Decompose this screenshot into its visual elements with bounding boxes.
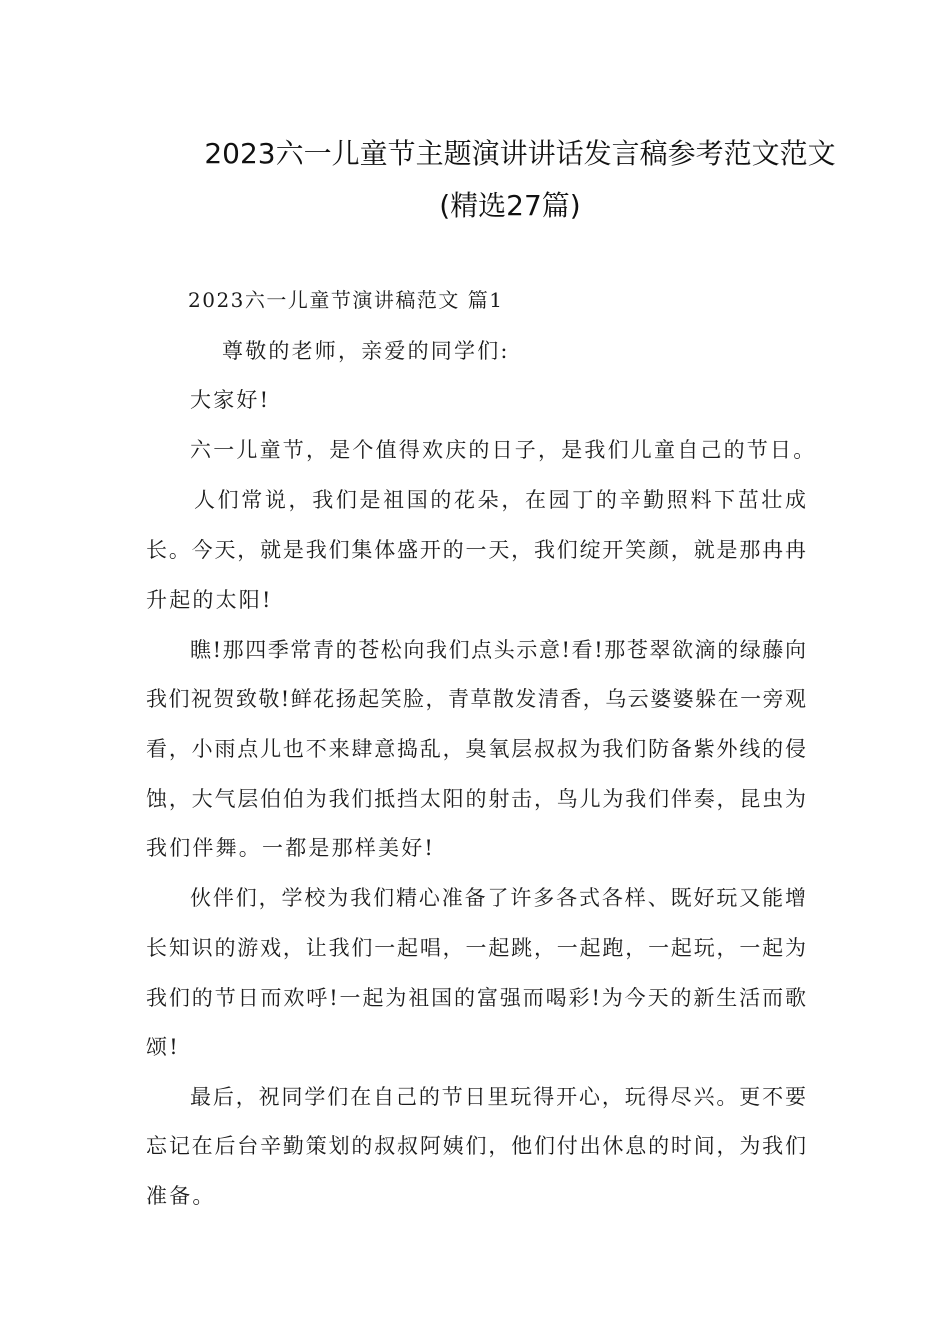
section-heading: 2023六一儿童节演讲稿范文 篇1 <box>188 288 504 312</box>
paragraph-line: 忘记在后台辛勤策划的叔叔阿姨们，他们付出休息的时间，为我们 <box>146 1134 806 1158</box>
paragraph-line: 最后，祝同学们在自己的节日里玩得开心，玩得尽兴。更不要 <box>190 1085 806 1109</box>
paragraph-line: 长。今天，就是我们集体盛开的一天，我们绽开笑颜，就是那冉冉 <box>146 538 806 562</box>
paragraph-line: 我们的节日而欢呼!一起为祖国的富强而喝彩!为今天的新生活而歌 <box>146 986 806 1010</box>
document-title-line-1: 2023六一儿童节主题演讲讲话发言稿参考范文范文 <box>204 137 836 170</box>
paragraph-line: 颂! <box>146 1035 180 1059</box>
paragraph-line: 升起的太阳! <box>146 588 273 612</box>
paragraph-line: 我们祝贺致敬!鲜花扬起笑脸，青草散发清香，乌云婆婆躲在一旁观 <box>146 687 806 711</box>
paragraph-line: 六一儿童节，是个值得欢庆的日子，是我们儿童自己的节日。 <box>190 438 817 462</box>
paragraph-line: 准备。 <box>146 1184 216 1208</box>
salutation: 尊敬的老师，亲爱的同学们: <box>222 339 510 363</box>
paragraph-line: 伙伴们，学校为我们精心准备了许多各式各样、既好玩又能增 <box>190 886 806 910</box>
paragraph-line: 我们伴舞。一都是那样美好! <box>146 836 436 860</box>
document-title-line-2: (精选27篇) <box>439 189 581 222</box>
paragraph-line: 蚀，大气层伯伯为我们抵挡太阳的射击，鸟儿为我们伴奏，昆虫为 <box>146 787 806 811</box>
greeting: 大家好! <box>190 388 271 412</box>
paragraph-line: 看，小雨点儿也不来肆意捣乱，臭氧层叔叔为我们防备紫外线的侵 <box>146 737 806 761</box>
paragraph-line: 瞧!那四季常青的苍松向我们点头示意!看!那苍翠欲滴的绿藤向 <box>190 638 806 662</box>
paragraph-line: 长知识的游戏，让我们一起唱，一起跳，一起跑，一起玩，一起为 <box>146 936 806 960</box>
paragraph-line: 人们常说，我们是祖国的花朵，在园丁的辛勤照料下茁壮成 <box>194 488 806 512</box>
